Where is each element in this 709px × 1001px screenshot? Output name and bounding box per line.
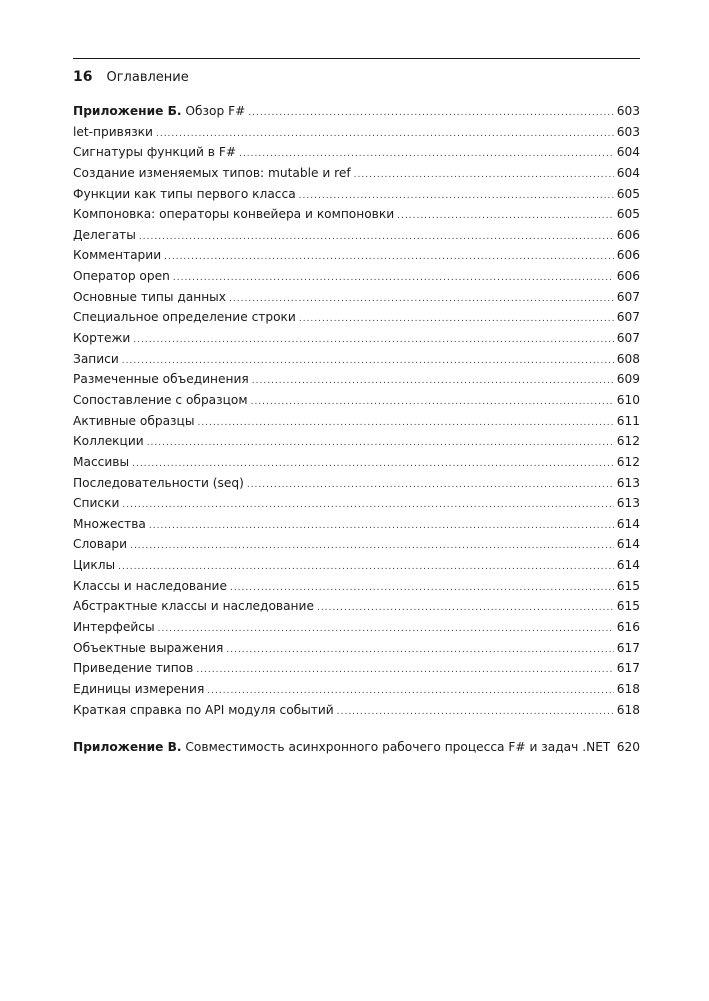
toc-page-number: 617 — [616, 640, 640, 655]
toc-page-number: 607 — [616, 331, 640, 346]
toc-entry[interactable] — [73, 307, 640, 328]
leader-dots — [251, 392, 614, 413]
leader-dots — [122, 351, 614, 372]
toc-entry-title: Единицы измерения — [73, 681, 205, 696]
toc-page-number: 608 — [616, 351, 640, 366]
toc-page-number: 615 — [616, 578, 640, 593]
toc-appendix-c[interactable] — [73, 737, 640, 758]
toc-page-number: 606 — [616, 227, 640, 242]
toc-page-number: 614 — [616, 558, 640, 573]
toc-entry-title — [73, 101, 245, 122]
toc-entry-title: Объектные выражения — [73, 640, 224, 655]
toc-entry-title: Делегаты — [73, 227, 136, 242]
toc-entry[interactable] — [73, 452, 640, 473]
toc-entry-title: Кортежи — [73, 331, 131, 346]
leader-dots — [173, 268, 614, 289]
leader-dots — [248, 103, 613, 124]
leader-dots — [132, 454, 614, 475]
toc-entry-title: Множества — [73, 516, 146, 531]
toc-entry-title: Компоновка: операторы конвейера и компоновки — [73, 207, 395, 222]
leader-dots — [337, 702, 614, 723]
leader-dots — [397, 206, 614, 227]
toc-page-number: 603 — [616, 104, 640, 118]
toc-page-number: 607 — [616, 310, 640, 325]
toc-entry-title: Функции как типы первого класса — [73, 186, 296, 201]
toc-entry[interactable] — [73, 555, 640, 576]
leader-dots — [230, 578, 614, 599]
toc-entry[interactable] — [73, 473, 640, 494]
leader-dots — [299, 309, 614, 330]
toc-entry[interactable] — [73, 122, 640, 143]
toc-page-number: 616 — [616, 620, 640, 635]
toc-entry[interactable] — [73, 328, 640, 349]
toc-entry[interactable] — [73, 142, 640, 163]
toc-page-number: 606 — [616, 269, 640, 284]
toc-entry-title: Краткая справка по API модуля событий — [73, 702, 334, 717]
leader-dots — [226, 640, 613, 661]
toc-entry[interactable] — [73, 679, 640, 700]
toc-page-number: 612 — [616, 434, 640, 449]
running-title: Оглавление — [106, 70, 189, 85]
toc-entry-title: Комментарии — [73, 248, 162, 263]
toc-entry-title: Классы и наследование — [73, 578, 227, 593]
toc-entry-title: Создание изменяемых типов: mutable и ref — [73, 165, 351, 180]
leader-dots — [139, 227, 614, 248]
toc-page-number: 612 — [616, 454, 640, 469]
toc-entry-title: Сигнатуры функций в F# — [73, 145, 237, 160]
table-of-contents — [73, 101, 640, 758]
toc-page-number: 618 — [616, 702, 640, 717]
toc-entry[interactable] — [73, 617, 640, 638]
toc-entry-title: let-привязки — [73, 124, 153, 139]
toc-entry-title: Абстрактные классы и наследование — [73, 599, 314, 614]
toc-entry-title: Основные типы данных — [73, 289, 227, 304]
leader-dots — [133, 330, 613, 351]
appendix-lead: Приложение Б. — [73, 104, 182, 118]
toc-page-number: 605 — [616, 207, 640, 222]
toc-page-number: 605 — [616, 186, 640, 201]
leader-dots — [299, 186, 614, 207]
leader-dots — [354, 165, 614, 186]
toc-page-number: 609 — [616, 372, 640, 387]
leader-dots — [164, 247, 614, 268]
toc-page-number: 615 — [616, 599, 640, 614]
toc-entry-title: Сопоставление с образцом — [73, 392, 248, 407]
toc-entry-title: Массивы — [73, 454, 130, 469]
toc-entry-title: Последовательности (seq) — [73, 475, 244, 490]
toc-entry[interactable] — [73, 534, 640, 555]
toc-entry[interactable] — [73, 184, 640, 205]
page-header — [73, 58, 640, 85]
toc-entry[interactable] — [73, 287, 640, 308]
toc-entry[interactable] — [73, 638, 640, 659]
toc-entry[interactable] — [73, 390, 640, 411]
leader-dots — [156, 124, 614, 145]
toc-entry[interactable] — [73, 225, 640, 246]
toc-entry-title: Интерфейсы — [73, 620, 155, 635]
toc-page-number: 607 — [616, 289, 640, 304]
leader-dots — [317, 598, 614, 619]
toc-page-number: 614 — [616, 537, 640, 552]
page-number: 16 — [73, 69, 93, 85]
leader-dots — [207, 681, 613, 702]
toc-entry[interactable] — [73, 700, 640, 721]
leader-dots — [149, 516, 614, 537]
toc-entry[interactable] — [73, 576, 640, 597]
toc-page-number: 611 — [616, 413, 640, 428]
leader-dots — [239, 144, 614, 165]
toc-appendix-b[interactable] — [73, 101, 640, 122]
appendix-title: Совместимость асинхронного рабочего процесса F# и задач .NET — [185, 740, 611, 755]
toc-entry[interactable] — [73, 163, 640, 184]
toc-entry[interactable] — [73, 596, 640, 617]
toc-page-number: 603 — [616, 124, 640, 139]
leader-dots — [196, 660, 613, 681]
leader-dots — [252, 371, 614, 392]
toc-entry[interactable] — [73, 349, 640, 370]
toc-entries — [73, 122, 640, 721]
leader-dots — [247, 475, 614, 496]
leader-dots — [147, 433, 614, 454]
toc-page-number: 613 — [616, 475, 640, 490]
toc-entry[interactable] — [73, 431, 640, 452]
toc-page-number: 620 — [616, 740, 640, 755]
toc-entry[interactable] — [73, 514, 640, 535]
toc-page-number: 614 — [616, 516, 640, 531]
leader-dots — [130, 536, 614, 557]
toc-entry[interactable] — [73, 204, 640, 225]
toc-page-number: 618 — [616, 681, 640, 696]
toc-entry[interactable] — [73, 493, 640, 514]
toc-entry[interactable] — [73, 411, 640, 432]
toc-entry-title: Коллекции — [73, 434, 144, 449]
toc-entry-title: Активные образцы — [73, 413, 195, 428]
toc-page-number: 617 — [616, 661, 640, 676]
toc-entry-title: Списки — [73, 496, 120, 511]
leader-dots — [122, 495, 613, 516]
toc-page-number: 613 — [616, 496, 640, 511]
toc-entry[interactable] — [73, 245, 640, 266]
toc-entry-title: Словари — [73, 537, 128, 552]
leader-dots — [229, 289, 614, 310]
leader-dots — [118, 557, 614, 578]
toc-entry[interactable] — [73, 369, 640, 390]
toc-entry-title: Размеченные объединения — [73, 372, 249, 387]
toc-page-number: 606 — [616, 248, 640, 263]
toc-entry-title: Оператор open — [73, 269, 170, 284]
toc-page-number: 610 — [616, 392, 640, 407]
appendix-title: Обзор F# — [185, 104, 246, 118]
toc-entry-title: Циклы — [73, 558, 116, 573]
toc-entry-title — [73, 737, 610, 758]
toc-page-number: 604 — [616, 165, 640, 180]
leader-dots — [158, 619, 614, 640]
toc-entry-title: Записи — [73, 351, 119, 366]
leader-dots — [197, 413, 613, 434]
appendix-lead: Приложение В. — [73, 740, 182, 755]
toc-entry[interactable] — [73, 266, 640, 287]
toc-entry[interactable] — [73, 658, 640, 679]
toc-entry-title: Специальное определение строки — [73, 310, 296, 325]
toc-entry-title: Приведение типов — [73, 661, 194, 676]
toc-page-number: 604 — [616, 145, 640, 160]
